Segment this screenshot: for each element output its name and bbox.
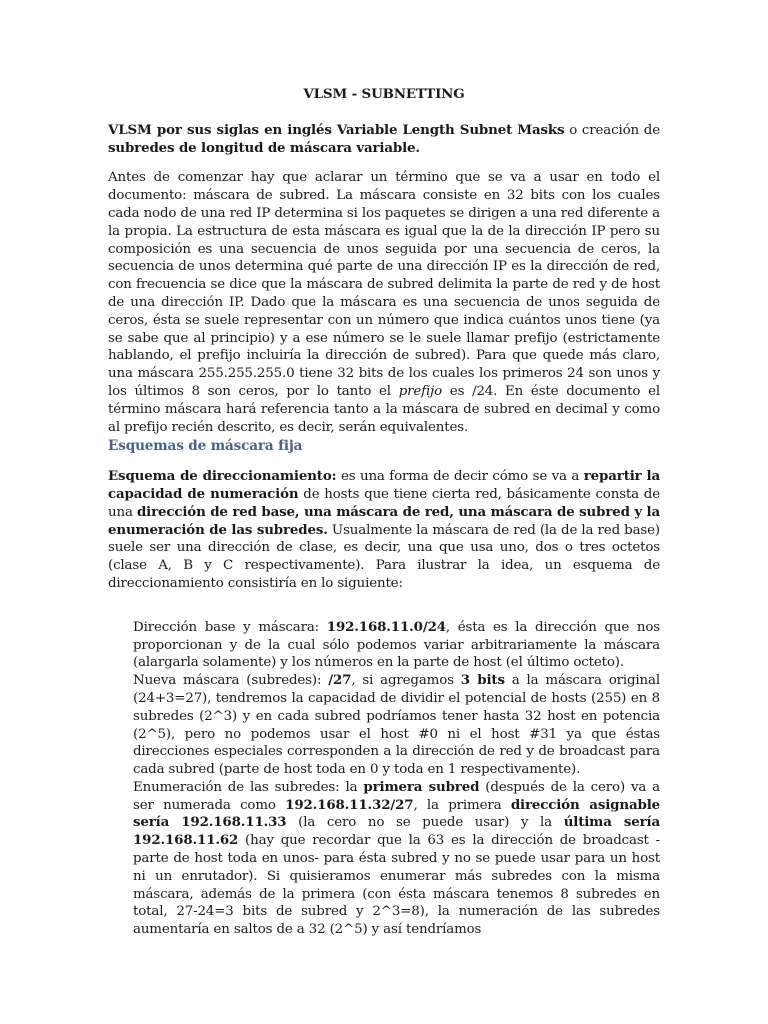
- mask-explanation-paragraph: [108, 169, 660, 436]
- scheme-bold-2: repartir la capacidad de numeración: [108, 468, 660, 502]
- addressing-scheme-paragraph: [108, 468, 660, 593]
- intro-bold-2: subredes de longitud de máscara variable.: [108, 139, 420, 156]
- item1-bold-address: 192.168.11.0/24: [326, 618, 446, 635]
- paragraph-text: Antes de comenzar hay que aclarar un término que se va a usar en todo el documento: máscara de subred. La máscara consiste en 32 bits con los cuales cada nodo de una red IP determina si los paquetes se dirigen a una red diferente a la propia. La estructura de esta máscara es igual que la de la dirección IP pero su composición es una secuencia de unos seguida por una secuencia de ceros, la secuencia de unos determina qué parte de una dirección IP es la dirección de red, con frecuencia se dice que la máscara de subred delimita la parte de red y de host de una dirección IP. Dado que la máscara es una secuencia de unos seguida de ceros, ésta se suele representar con un número que indica cuántos unos tiene (ya se sabe que al principio) y a ese número se le suele llamar prefijo (estrictamente hablando, el prefijo incluiría la dirección de subred). Para que quede más claro, una máscara 255.255.255.0 tiene 32 bits de los cuales los primeros 24 son unos y los últimos 8 son ceros, por lo tanto el: [108, 170, 660, 399]
- item2-text-3: a la máscara original (24+3=27), tendremos la capacidad de dividir el potencial de hosts (255) en 8 subredes (2^3) y en cada subred podríamos tener hasta 32 host en potencia (2^5), pero no podemos usar el host #0 ni el host #31 ya que éstas direcciones especiales corresponden a la dirección de red y de broadcast para cada subred (parte de host toda en 0 y toda en 1 respectivamente).: [133, 673, 660, 778]
- item2-text-1: Nueva máscara (subredes):: [133, 673, 329, 689]
- item3-text-5: (hay que recordar que la 63 es la dirección de broadcast -parte de host toda en unos- para ésta subred y no se puede usar para un host ni un enrutador). Si quisieramos enumerar más subredes con la misma máscara, además de la primera (con ésta máscara tenemos 8 subredes en total, 27-24=3 bits de subred y 2^3=8), la numeración de las subredes aumentaría en saltos de a 32 (2^5) y así tendríamos: [133, 833, 660, 938]
- list-item-base-address: [133, 619, 660, 672]
- item3-text-4: (la cero no se puede usar) y la: [286, 815, 564, 831]
- item1-text-1: Dirección base y máscara:: [133, 619, 327, 635]
- item3-bold-4: última sería 192.168.11.62: [133, 814, 660, 849]
- item3-bold-3: dirección asignable sería 192.168.11.33: [133, 796, 661, 831]
- section-heading: Esquemas de máscara fija: [108, 438, 303, 455]
- item2-bold-bits: 3 bits: [460, 672, 505, 689]
- intro-paragraph: [108, 122, 660, 158]
- item2-bold-mask: /27: [328, 672, 352, 689]
- document-content: [108, 86, 660, 939]
- italic-term-prefijo: prefijo: [398, 383, 443, 399]
- intro-text: o creación de: [564, 122, 660, 138]
- item1-text-2: , ésta es la dirección que nos proporcionan y de la cual sólo podemos variar arbitrariamente la máscara (alargarla solamente) y los números en la parte de host (el último octeto).: [133, 619, 660, 671]
- list-item-new-mask: [133, 672, 660, 779]
- item3-text-3: , la primera: [413, 797, 511, 813]
- paragraph-text-2: es /24. En éste documento el término máscara hará referencia tanto a la máscara de subred en decimal y como al prefijo recién descrito, es decir, serán equivalentes.: [108, 383, 660, 435]
- scheme-text-2: de hosts que tiene cierta red, básicamente consta de una: [108, 486, 660, 520]
- intro-bold: VLSM por sus siglas en inglés Variable Length Subnet Masks: [108, 121, 565, 138]
- item3-text-1: Enumeración de las subredes: la: [133, 779, 364, 795]
- scheme-bold-3: dirección de red base, una máscara de red, una máscara de subred y la enumeración de las subredes.: [108, 503, 661, 538]
- document-title: VLSM - SUBNETTING: [303, 86, 465, 102]
- item3-bold-1: primera subred: [363, 778, 480, 795]
- scheme-text-1: es una forma de decir cómo se va a: [336, 469, 584, 485]
- list-item-subnet-enumeration: [133, 779, 660, 939]
- item3-text-2: (después de la cero) va a ser numerada como: [133, 779, 661, 813]
- scheme-term: Esquema de direccionamiento:: [108, 468, 337, 485]
- scheme-text-3: Usualmente la máscara de red (la de la red base) suele ser una dirección de clase, es decir, una que usa uno, dos o tres octetos (clase A, B y C respectivamente). Para ilustrar la idea, un esquema de direccionamiento consistiría en lo siguiente:: [108, 522, 660, 591]
- item3-bold-2: 192.168.11.32/27: [285, 796, 414, 813]
- item2-text-2: , si agregamos: [351, 673, 461, 689]
